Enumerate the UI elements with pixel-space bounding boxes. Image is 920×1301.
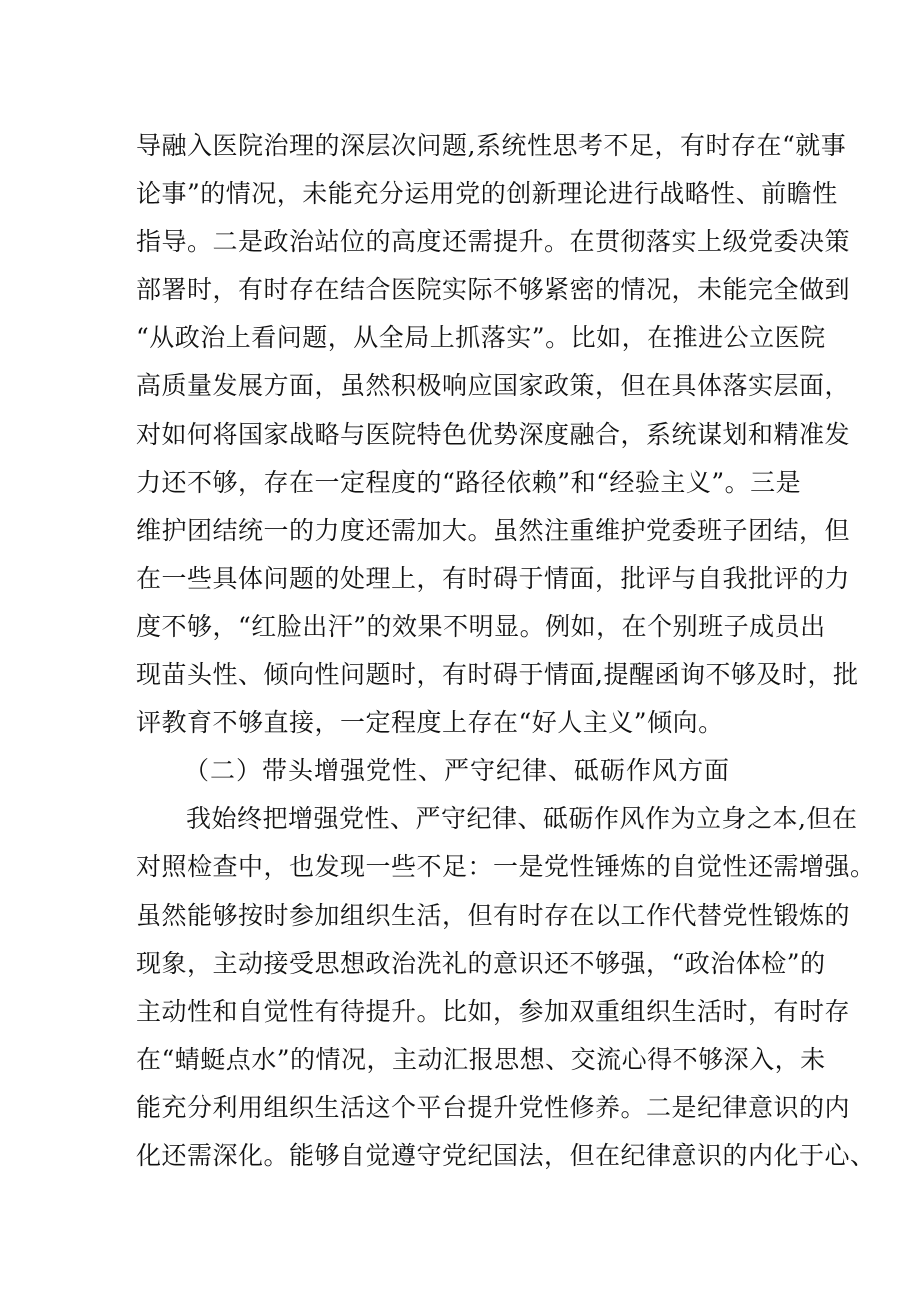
document-body <box>136 122 876 1180</box>
text-line: 对照检查中，也发现一些不足：一是党性锤炼的自觉性还需增强。 <box>136 852 876 882</box>
text-line: 主动性和自觉性有待提升。比如，参加双重组织生活时，有时存 <box>136 996 851 1026</box>
text-line: 虽然能够按时参加组织生活，但有时存在以工作代替党性锻炼的 <box>136 900 851 930</box>
text-line: 导融入医院治理的深层次问题,系统性思考不足，有时存在“就事 <box>136 131 847 160</box>
paragraph-2 <box>136 795 876 1180</box>
text-line: 在一些具体问题的处理上，有时碍于情面，批评与自我批评的力 <box>136 563 851 593</box>
text-line: 化还需深化。能够自觉遵守党纪国法，但在纪律意识的内化于心、 <box>136 1140 876 1170</box>
text-line: 在“蜻蜓点水”的情况，主动汇报思想、交流心得不够深入，未 <box>136 1044 826 1074</box>
text-line: 现苗头性、倾向性问题时，有时碍于情面,提醒函询不够及时，批 <box>136 660 859 690</box>
text-line: 对如何将国家战略与医院特色优势深度融合，系统谋划和精准发 <box>136 419 851 449</box>
paragraph-1 <box>136 122 859 747</box>
text-line: “从政治上看问题，从全局上抓落实”。比如，在推进公立医院 <box>136 323 826 353</box>
text-line: 评教育不够直接，一定程度上存在“好人主义”倾向。 <box>136 708 724 738</box>
text-line: 现象，主动接受思想政治洗礼的意识还不够强，“政治体检”的 <box>136 948 826 978</box>
text-line: 部署时，有时存在结合医院实际不够紧密的情况，未能完全做到 <box>136 275 851 305</box>
text-line: 我始终把增强党性、严守纪律、砥砺作风作为立身之本,但在 <box>186 804 858 834</box>
text-line: 度不够，“红脸出汗”的效果不明显。例如，在个别班子成员出 <box>136 611 826 641</box>
text-line: 指导。二是政治站位的高度还需提升。在贯彻落实上级党委决策 <box>136 227 851 257</box>
section-heading: （二）带头增强党性、严守纪律、砥砺作风方面 <box>184 756 731 786</box>
text-line: 力还不够，存在一定程度的“路径依赖”和“经验主义”。三是 <box>136 467 802 497</box>
text-line: 维护团结统一的力度还需加大。虽然注重维护党委班子团结，但 <box>136 515 851 545</box>
text-line: 能充分利用组织生活这个平台提升党性修养。二是纪律意识的内 <box>136 1092 851 1122</box>
text-line: 论事”的情况，未能充分运用党的创新理论进行战略性、前瞻性 <box>136 179 838 209</box>
text-line: 高质量发展方面，虽然积极响应国家政策，但在具体落实层面， <box>136 371 851 401</box>
